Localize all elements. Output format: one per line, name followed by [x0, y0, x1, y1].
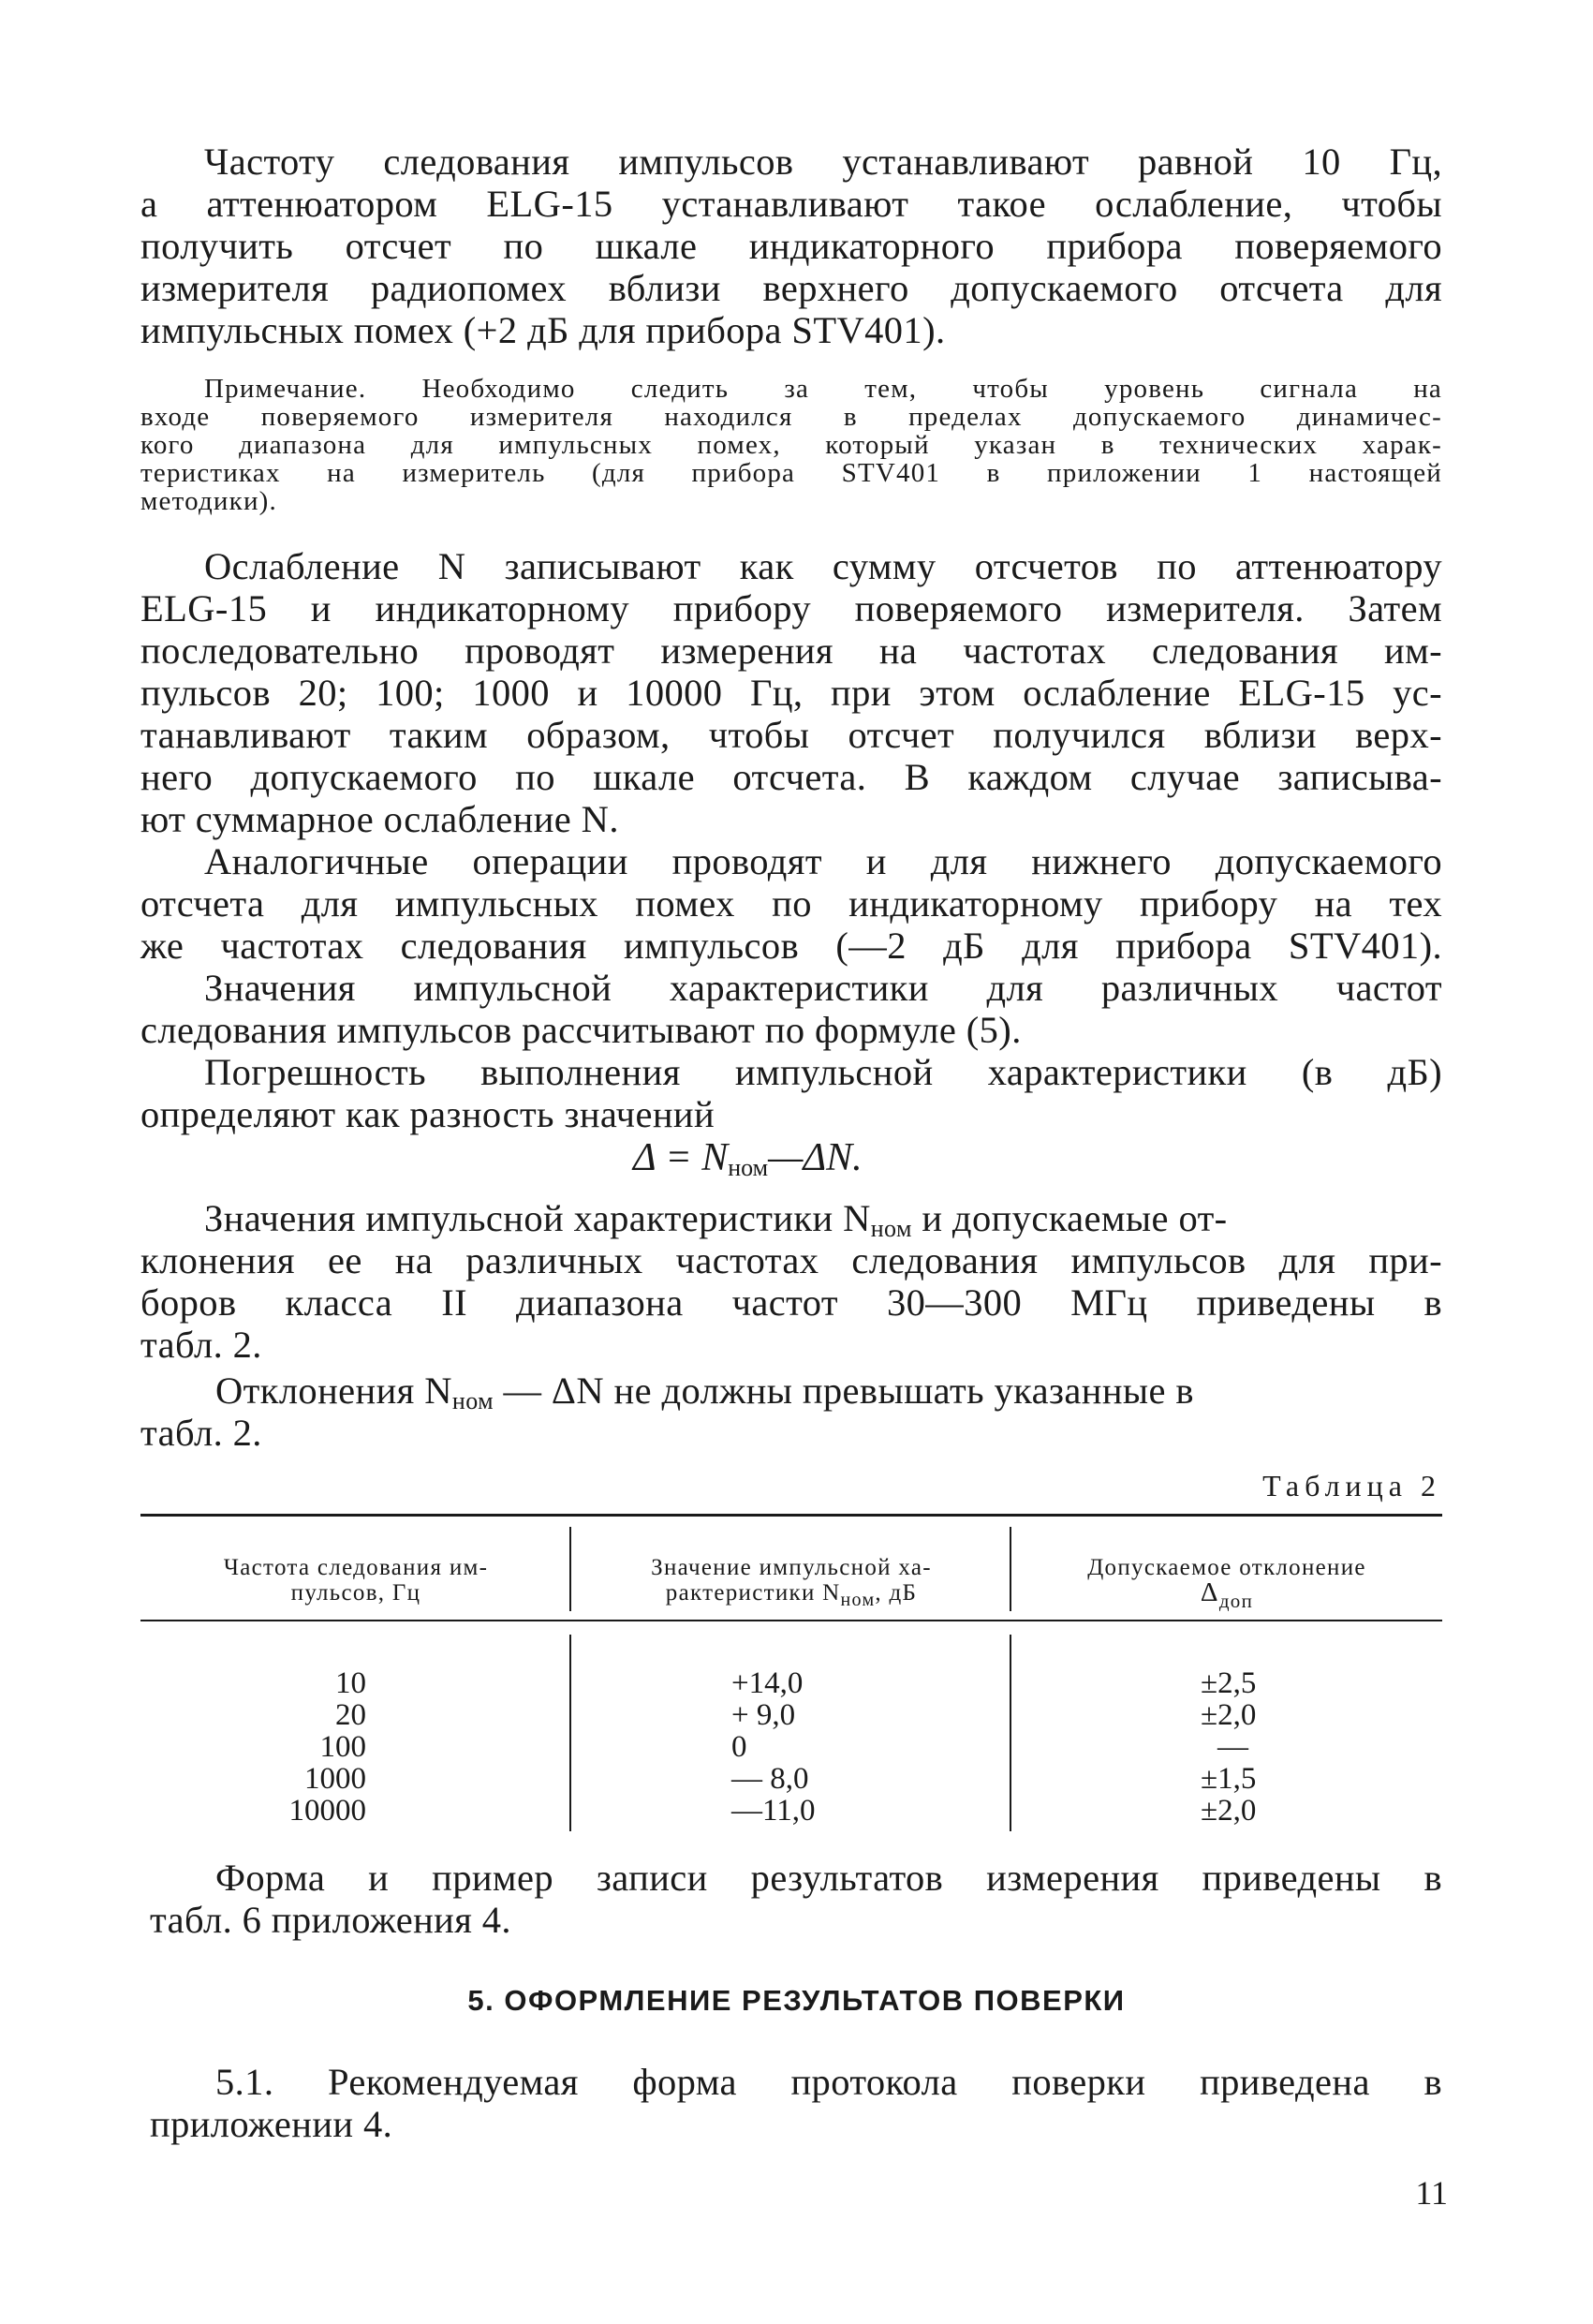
para3-line: же частотах следования импульсов (—2 дБ для прибора STV401).: [140, 925, 1442, 967]
note-line: Примечание. Необходимо следить за тем, чтобы уровень сигнала на: [204, 374, 1442, 404]
header-text: Δ: [1200, 1577, 1219, 1607]
para9-line: приложении 4.: [150, 2103, 393, 2145]
para2-line: него допускаемого по шкале отсчета. В каждом случае записыва-: [140, 756, 1442, 798]
formula-lhs: Δ = N: [633, 1136, 729, 1179]
para7-text: Отклонения N: [215, 1369, 452, 1412]
formula-subscript: ном: [728, 1154, 769, 1181]
table-col-divider: [1010, 1635, 1011, 1831]
cell-deviation: ±1,5: [1201, 1762, 1257, 1796]
para9-line: 5.1. Рекомендуемая форма протокола поверки приведена в: [215, 2061, 1442, 2103]
table-header-deviation: [1021, 1555, 1433, 1614]
para3-line: отсчета для импульсных помех по индикаторному прибору на тех: [140, 882, 1442, 925]
para4-line: Значения импульсной характеристики для различных частот: [204, 967, 1442, 1009]
para1-line: получить отсчет по шкале индикаторного прибора поверяемого: [140, 225, 1442, 267]
cell-frequency: 10: [335, 1666, 366, 1700]
cell-frequency: 1000: [304, 1762, 366, 1796]
para1-line: Частоту следования импульсов устанавливают равной 10 Гц,: [204, 141, 1442, 183]
error-formula: [633, 1135, 863, 1191]
n-nom-subscript: ном: [451, 1387, 494, 1414]
table-header-frequency: [150, 1555, 562, 1606]
table-header-rule: [140, 1620, 1442, 1621]
n-nom-subscript: ном: [870, 1215, 912, 1242]
cell-frequency: 20: [335, 1698, 366, 1732]
para8-line: табл. 6 приложения 4.: [150, 1899, 511, 1941]
para6-line: табл. 2.: [140, 1324, 262, 1366]
para1-line: измерителя радиопомех вблизи верхнего допускаемого отсчета для: [140, 267, 1442, 309]
cell-deviation: ±2,0: [1201, 1698, 1257, 1732]
para6-text: и допускаемые от-: [911, 1197, 1228, 1239]
note-line: методики).: [140, 486, 277, 516]
table-col-divider: [1010, 1527, 1011, 1611]
table-col-divider: [569, 1635, 571, 1831]
para2-line: танавливают таким образом, чтобы отсчет получился вблизи верх-: [140, 714, 1442, 756]
para1-line: импульсных помех (+2 дБ для прибора STV401).: [140, 309, 946, 351]
para5-line: Погрешность выполнения импульсной характеристики (в дБ): [204, 1051, 1442, 1093]
para1-line: а аттенюатором ELG-15 устанавливают такое ослабление, чтобы: [140, 183, 1442, 225]
cell-deviation: ±2,5: [1201, 1666, 1257, 1700]
para2-line: пульсов 20; 100; 1000 и 10000 Гц, при этом ослабление ELG-15 ус-: [140, 672, 1442, 714]
para4-line: следования импульсов рассчитывают по формуле (5).: [140, 1009, 1022, 1051]
para2-line: последовательно проводят измерения на частотах следования им-: [140, 629, 1442, 672]
cell-frequency: 10000: [288, 1794, 366, 1828]
header-text: пульсов, Гц: [290, 1580, 421, 1606]
section-heading: 5. ОФОРМЛЕНИЕ РЕЗУЛЬТАТОВ ПОВЕРКИ: [467, 1984, 1126, 2017]
table-header-value: [581, 1555, 1002, 1613]
para6-text: Значения импульсной характеристики N: [204, 1197, 871, 1239]
cell-value: —11,0: [731, 1794, 816, 1828]
header-subscript: доп: [1218, 1589, 1254, 1612]
para7-first-line: [215, 1369, 1194, 1423]
note-line: теристиках на измеритель (для прибора STV401 в приложении 1 настоящей: [140, 458, 1442, 488]
cell-deviation: —: [1217, 1730, 1248, 1764]
note-line: кого диапазона для импульсных помех, который указан в технических харак-: [140, 430, 1442, 460]
cell-value: — 8,0: [731, 1762, 809, 1796]
cell-frequency: 100: [319, 1730, 366, 1764]
para7-line: табл. 2.: [140, 1412, 262, 1454]
header-text: Допускаемое отклонение: [1087, 1555, 1366, 1580]
para2-line: ELG-15 и индикаторному прибору поверяемого измерителя. Затем: [140, 587, 1442, 629]
formula-rhs: —ΔN.: [768, 1136, 863, 1179]
table-top-rule: [140, 1514, 1442, 1517]
para6-line: клонения ее на различных частотах следования импульсов для при-: [140, 1239, 1442, 1281]
header-text: Значение импульсной ха-: [651, 1555, 932, 1580]
table-caption: Таблица 2: [1262, 1469, 1441, 1502]
page-number: 11: [1415, 2174, 1448, 2212]
para3-line: Аналогичные операции проводят и для нижнего допускаемого: [204, 840, 1442, 882]
para2-line: ют суммарное ослабление N.: [140, 798, 619, 840]
para5-line: определяют как разность значений: [140, 1093, 715, 1135]
cell-value: + 9,0: [731, 1698, 796, 1732]
table-col-divider: [569, 1527, 571, 1611]
header-text: Частота следования им-: [223, 1555, 489, 1580]
cell-deviation: ±2,0: [1201, 1794, 1257, 1828]
para6-line: боров класса II диапазона частот 30—300 МГц приведены в: [140, 1281, 1442, 1324]
cell-value: +14,0: [731, 1666, 804, 1700]
para2-line: Ослабление N записывают как сумму отсчетов по аттенюатору: [204, 545, 1442, 587]
note-line: входе поверяемого измерителя находился в пределах допускаемого динамичес-: [140, 402, 1442, 432]
header-text: рактеристики N: [665, 1580, 841, 1606]
para8-line: Форма и пример записи результатов измерения приведены в: [215, 1857, 1442, 1899]
cell-value: 0: [731, 1730, 747, 1764]
header-subscript: ном: [840, 1590, 876, 1610]
header-text: , дБ: [875, 1580, 918, 1606]
para7-text: — ΔN не должны превышать указанные в: [493, 1369, 1194, 1412]
